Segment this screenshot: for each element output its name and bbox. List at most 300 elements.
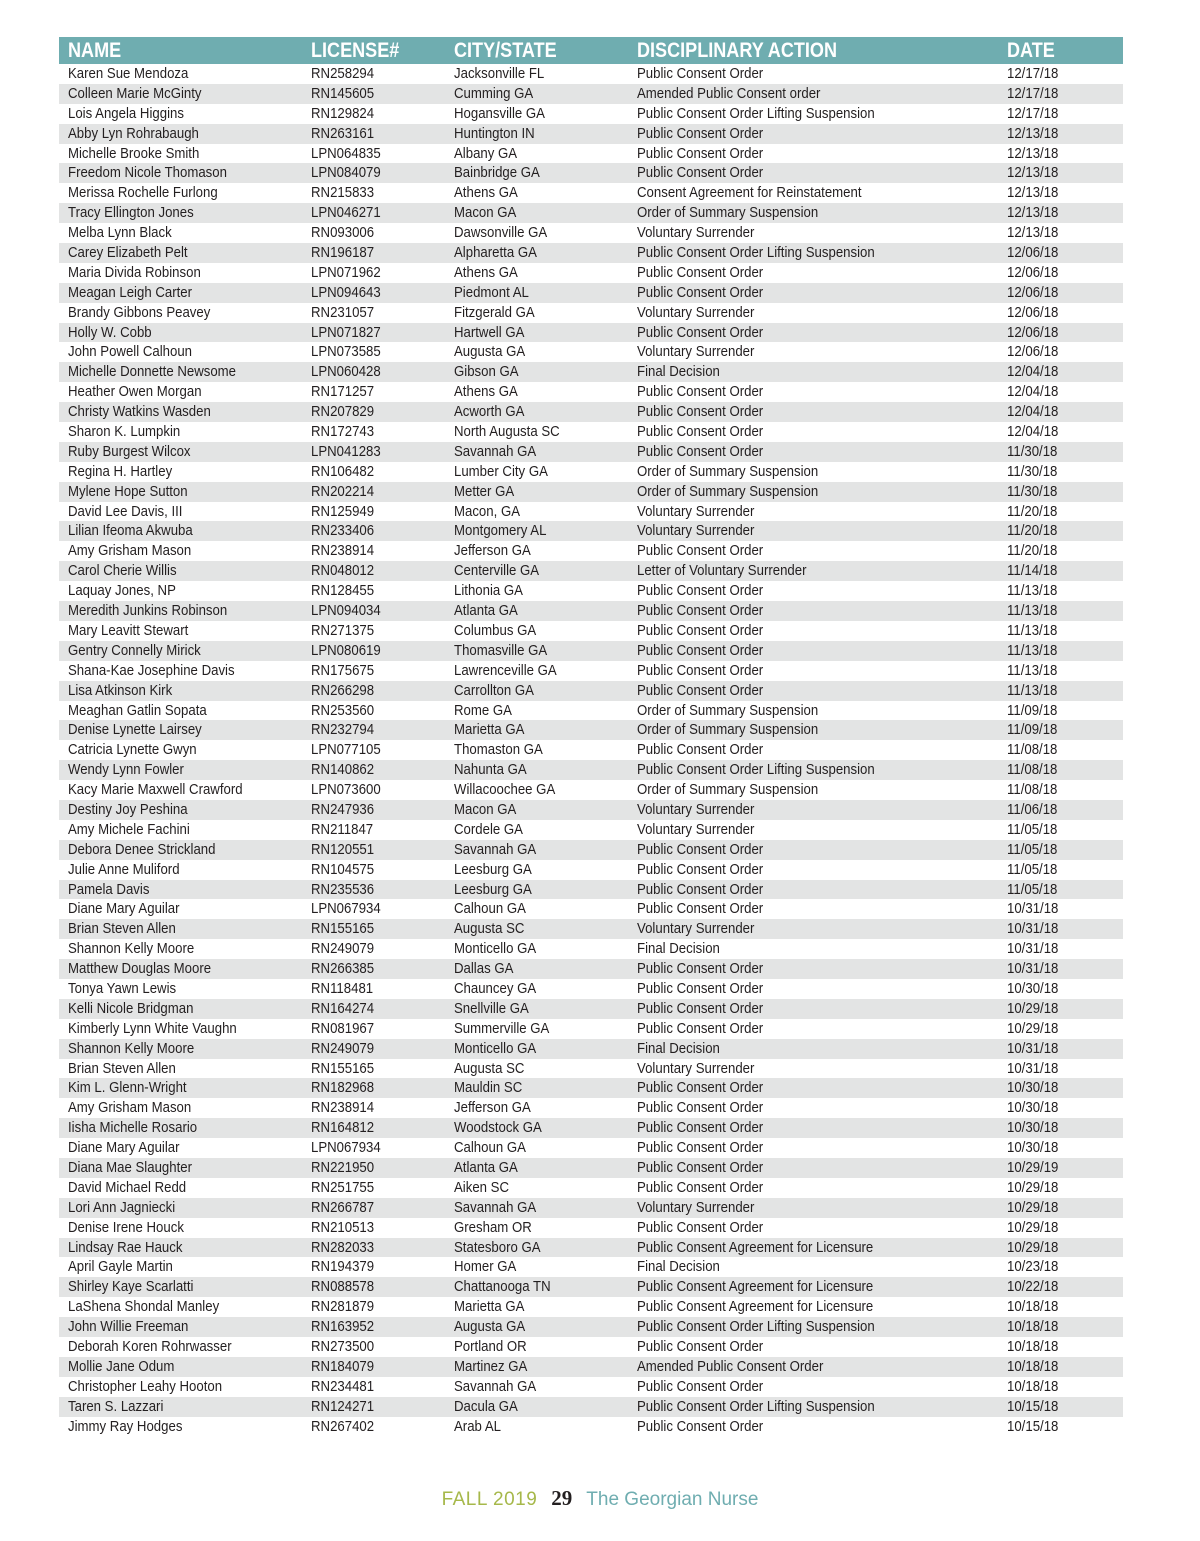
cell-date: 10/31/18 [1007,1039,1059,1057]
cell-license: LPN077105 [311,741,381,759]
cell-date: 12/04/18 [1007,423,1059,441]
cell-disciplinary-action: Order of Summary Suspension [637,462,819,480]
cell-name: Shannon Kelly Moore [68,1039,195,1057]
cell-license: RN106482 [311,462,375,480]
cell-name: John Powell Calhoun [68,343,193,361]
cell-city-state: Atlanta GA [454,1158,518,1176]
cell-disciplinary-action: Letter of Voluntary Surrender [637,562,807,580]
cell-name: Amy Grisham Mason [68,542,192,560]
cell-city-state: Carrollton GA [454,681,534,699]
cell-disciplinary-action: Public Consent Order [637,263,764,281]
table-row [59,1297,1123,1317]
table-row [59,1039,1123,1059]
cell-date: 10/31/18 [1007,920,1059,938]
cell-date: 12/06/18 [1007,323,1059,341]
cell-name: Taren S. Lazzari [68,1397,164,1415]
cell-disciplinary-action: Public Consent Order [637,840,764,858]
cell-disciplinary-action: Public Consent Order [637,602,764,620]
cell-date: 11/20/18 [1007,542,1058,560]
cell-name: Lilian Ifeoma Akwuba [68,522,193,540]
table-row [59,223,1123,243]
disciplinary-actions-table [59,37,1123,1436]
cell-disciplinary-action: Final Decision [637,1258,720,1276]
table-row [59,1377,1123,1397]
cell-city-state: Jefferson GA [454,542,531,560]
cell-name: Carey Elizabeth Pelt [68,244,188,262]
cell-date: 11/05/18 [1007,820,1058,838]
cell-disciplinary-action: Public Consent Order [637,641,764,659]
cell-city-state: Chauncey GA [454,979,537,997]
cell-date: 12/13/18 [1007,144,1059,162]
table-row [59,442,1123,462]
table-row [59,860,1123,880]
cell-license: RN267402 [311,1417,375,1435]
cell-license: LPN041283 [311,442,381,460]
cell-disciplinary-action: Public Consent Order [637,880,764,898]
cell-name: Colleen Marie McGinty [68,84,202,102]
cell-name: Debora Denee Strickland [68,840,216,858]
table-row [59,780,1123,800]
cell-disciplinary-action: Final Decision [637,940,720,958]
column-header-name: NAME [68,39,122,62]
cell-city-state: Calhoun GA [454,1139,526,1157]
table-row [59,303,1123,323]
cell-date: 11/09/18 [1007,701,1058,719]
cell-disciplinary-action: Public Consent Order Lifting Suspension [637,761,875,779]
cell-disciplinary-action: Public Consent Order Lifting Suspension [637,1318,875,1336]
cell-name: Meagan Leigh Carter [68,283,193,301]
cell-date: 10/29/18 [1007,1218,1059,1236]
cell-disciplinary-action: Public Consent Agreement for Licensure [637,1278,874,1296]
cell-disciplinary-action: Order of Summary Suspension [637,701,819,719]
cell-name: Shannon Kelly Moore [68,940,195,958]
cell-license: RN238914 [311,1099,375,1117]
cell-date: 12/17/18 [1007,84,1059,102]
cell-disciplinary-action: Public Consent Order [637,283,764,301]
cell-disciplinary-action: Voluntary Surrender [637,1059,755,1077]
cell-city-state: Alpharetta GA [454,244,537,262]
cell-name: Mary Leavitt Stewart [68,621,189,639]
cell-license: LPN073585 [311,343,381,361]
cell-city-state: Savannah GA [454,840,537,858]
cell-license: RN233406 [311,522,375,540]
cell-license: RN266298 [311,681,375,699]
cell-disciplinary-action: Public Consent Order [637,124,764,142]
cell-date: 10/31/18 [1007,960,1059,978]
table-row [59,163,1123,183]
cell-disciplinary-action: Public Consent Order [637,1417,764,1435]
cell-date: 10/30/18 [1007,1119,1059,1137]
table-row [59,641,1123,661]
cell-date: 12/13/18 [1007,184,1059,202]
cell-date: 12/04/18 [1007,403,1059,421]
cell-license: RN048012 [311,562,375,580]
table-row [59,1317,1123,1337]
cell-name: Christy Watkins Wasden [68,403,211,421]
cell-city-state: Snellville GA [454,999,529,1017]
cell-city-state: Acworth GA [454,403,525,421]
cell-license: RN196187 [311,244,375,262]
table-row [59,502,1123,522]
cell-city-state: Lawrenceville GA [454,661,557,679]
table-row [59,124,1123,144]
cell-disciplinary-action: Public Consent Agreement for Licensure [637,1238,874,1256]
cell-license: RN140862 [311,761,375,779]
cell-license: RN266385 [311,960,375,978]
cell-date: 11/05/18 [1007,840,1058,858]
cell-city-state: Dawsonville GA [454,224,548,242]
table-row [59,601,1123,621]
cell-city-state: Metter GA [454,482,515,500]
cell-license: RN093006 [311,224,375,242]
cell-name: Maria Divida Robinson [68,263,201,281]
cell-name: Karen Sue Mendoza [68,65,189,82]
cell-city-state: Nahunta GA [454,761,527,779]
cell-date: 12/13/18 [1007,164,1059,182]
table-row [59,1337,1123,1357]
cell-license: LPN067934 [311,900,381,918]
table-header [59,37,1123,64]
cell-city-state: Chattanooga TN [454,1278,551,1296]
cell-city-state: Savannah GA [454,1377,537,1395]
cell-name: David Michael Redd [68,1178,187,1196]
cell-date: 12/06/18 [1007,283,1059,301]
cell-name: Abby Lyn Rohrabaugh [68,124,199,142]
cell-name: Mollie Jane Odum [68,1357,175,1375]
cell-date: 10/18/18 [1007,1338,1059,1355]
cell-date: 10/30/18 [1007,1099,1059,1117]
cell-license: LPN084079 [311,164,381,182]
cell-name: Deborah Koren Rohrwasser [68,1338,232,1355]
cell-city-state: Dacula GA [454,1397,518,1415]
cell-disciplinary-action: Public Consent Order [637,1019,764,1037]
cell-city-state: Marietta GA [454,721,525,739]
cell-license: RN118481 [311,979,374,997]
cell-license: RN088578 [311,1278,375,1296]
cell-license: RN172743 [311,423,375,441]
cell-city-state: Cumming GA [454,84,534,102]
table-row [59,203,1123,223]
cell-disciplinary-action: Voluntary Surrender [637,920,755,938]
cell-license: RN155165 [311,1059,375,1077]
cell-name: Regina H. Hartley [68,462,173,480]
table-row [59,760,1123,780]
cell-city-state: Leesburg GA [454,880,532,898]
cell-city-state: Columbus GA [454,621,537,639]
cell-date: 11/13/18 [1007,661,1058,679]
cell-date: 10/31/18 [1007,1059,1059,1077]
cell-date: 10/23/18 [1007,1258,1059,1276]
cell-city-state: Albany GA [454,144,518,162]
table-row [59,84,1123,104]
cell-city-state: Rome GA [454,701,512,719]
cell-date: 12/04/18 [1007,363,1059,381]
cell-license: RN234481 [311,1377,375,1395]
cell-name: Merissa Rochelle Furlong [68,184,218,202]
table-row [59,581,1123,601]
cell-city-state: Willacoochee GA [454,781,556,799]
cell-disciplinary-action: Public Consent Order [637,661,764,679]
cell-disciplinary-action: Voluntary Surrender [637,800,755,818]
cell-name: Diana Mae Slaughter [68,1158,193,1176]
cell-license: RN235536 [311,880,375,898]
table-row [59,800,1123,820]
cell-date: 11/30/18 [1007,442,1058,460]
cell-license: RN251755 [311,1178,375,1196]
table-row [59,422,1123,442]
cell-license: LPN064835 [311,144,381,162]
cell-disciplinary-action: Public Consent Order [637,1079,764,1097]
cell-date: 12/13/18 [1007,224,1059,242]
column-header-license: LICENSE# [311,39,400,62]
table-row [59,1098,1123,1118]
cell-city-state: Lithonia GA [454,582,523,600]
cell-name: Sharon K. Lumpkin [68,423,181,441]
cell-city-state: Leesburg GA [454,860,532,878]
cell-disciplinary-action: Public Consent Order [637,65,764,82]
cell-name: Shirley Kaye Scarlatti [68,1278,194,1296]
cell-date: 10/30/18 [1007,979,1059,997]
cell-city-state: Arab AL [454,1417,501,1435]
cell-disciplinary-action: Final Decision [637,1039,720,1057]
cell-disciplinary-action: Public Consent Order Lifting Suspension [637,1397,875,1415]
cell-date: 11/13/18 [1007,602,1058,620]
table-row [59,144,1123,164]
cell-disciplinary-action: Public Consent Order [637,383,764,401]
cell-license: RN253560 [311,701,375,719]
cell-disciplinary-action: Public Consent Order [637,621,764,639]
table-row [59,1059,1123,1079]
cell-license: RN273500 [311,1338,375,1355]
cell-name: Carol Cherie Willis [68,562,177,580]
cell-date: 11/09/18 [1007,721,1058,739]
cell-disciplinary-action: Public Consent Order [637,979,764,997]
cell-disciplinary-action: Voluntary Surrender [637,224,755,242]
table-row [59,323,1123,343]
cell-name: Amy Grisham Mason [68,1099,192,1117]
table-row [59,263,1123,283]
cell-disciplinary-action: Public Consent Order [637,1178,764,1196]
cell-date: 10/30/18 [1007,1079,1059,1097]
cell-name: Denise Lynette Lairsey [68,721,202,739]
cell-city-state: Thomasville GA [454,641,548,659]
cell-city-state: Savannah GA [454,1198,537,1216]
cell-disciplinary-action: Public Consent Order [637,582,764,600]
cell-date: 12/06/18 [1007,263,1059,281]
column-header-date: DATE [1007,39,1055,62]
cell-disciplinary-action: Public Consent Order [637,164,764,182]
cell-name: Michelle Brooke Smith [68,144,200,162]
table-row [59,482,1123,502]
cell-city-state: North Augusta SC [454,423,560,441]
cell-date: 12/17/18 [1007,104,1059,122]
cell-city-state: Summerville GA [454,1019,550,1037]
cell-disciplinary-action: Public Consent Order [637,1218,764,1236]
cell-disciplinary-action: Order of Summary Suspension [637,781,819,799]
cell-name: Catricia Lynette Gwyn [68,741,197,759]
cell-disciplinary-action: Public Consent Order [637,960,764,978]
cell-disciplinary-action: Order of Summary Suspension [637,204,819,222]
cell-disciplinary-action: Public Consent Order [637,323,764,341]
table-row [59,1158,1123,1178]
table-row [59,462,1123,482]
table-row [59,1078,1123,1098]
cell-date: 11/20/18 [1007,522,1058,540]
cell-license: RN145605 [311,84,375,102]
cell-license: RN215833 [311,184,375,202]
table-row [59,1118,1123,1138]
cell-license: RN128455 [311,582,375,600]
cell-date: 12/06/18 [1007,244,1059,262]
table-row [59,1138,1123,1158]
cell-license: RN258294 [311,65,375,82]
cell-city-state: Macon GA [454,800,517,818]
cell-date: 10/29/19 [1007,1158,1059,1176]
cell-date: 11/05/18 [1007,880,1058,898]
cell-license: RN120551 [311,840,375,858]
footer-season: FALL 2019 [441,1489,538,1510]
cell-city-state: Aiken SC [454,1178,510,1196]
table-row [59,959,1123,979]
cell-date: 10/30/18 [1007,1139,1059,1157]
cell-disciplinary-action: Order of Summary Suspension [637,482,819,500]
cell-name: Tonya Yawn Lewis [68,979,177,997]
cell-license: RN182968 [311,1079,375,1097]
table-row [59,720,1123,740]
cell-name: Kacy Marie Maxwell Crawford [68,781,243,799]
cell-disciplinary-action: Public Consent Order [637,1377,764,1395]
cell-name: Shana-Kae Josephine Davis [68,661,235,679]
cell-license: LPN094643 [311,283,381,301]
cell-date: 10/29/18 [1007,1238,1059,1256]
cell-license: RN155165 [311,920,375,938]
cell-date: 10/18/18 [1007,1357,1059,1375]
cell-name: Holly W. Cobb [68,323,152,341]
table-row [59,919,1123,939]
cell-license: RN232794 [311,721,375,739]
cell-city-state: Augusta GA [454,343,526,361]
cell-date: 11/08/18 [1007,741,1058,759]
cell-disciplinary-action: Amended Public Consent order [637,84,821,102]
page-footer [0,1486,1200,1511]
table-row [59,64,1123,84]
cell-name: Meaghan Gatlin Sopata [68,701,207,719]
cell-disciplinary-action: Public Consent Order [637,403,764,421]
cell-license: RN194379 [311,1258,375,1276]
cell-disciplinary-action: Voluntary Surrender [637,303,755,321]
cell-name: Meredith Junkins Robinson [68,602,228,620]
cell-date: 11/30/18 [1007,462,1058,480]
cell-city-state: Jefferson GA [454,1099,531,1117]
cell-date: 10/29/18 [1007,999,1059,1017]
cell-city-state: Huntington IN [454,124,535,142]
table-row [59,661,1123,681]
cell-name: Diane Mary Aguilar [68,1139,180,1157]
cell-license: RN104575 [311,860,375,878]
cell-city-state: Athens GA [454,184,518,202]
cell-city-state: Gresham OR [454,1218,532,1236]
cell-license: RN266787 [311,1198,375,1216]
cell-date: 11/05/18 [1007,860,1058,878]
cell-disciplinary-action: Public Consent Order [637,741,764,759]
cell-disciplinary-action: Final Decision [637,363,720,381]
cell-city-state: Athens GA [454,263,518,281]
cell-date: 11/13/18 [1007,681,1058,699]
cell-disciplinary-action: Public Consent Order [637,1099,764,1117]
cell-license: RN210513 [311,1218,375,1236]
cell-name: Amy Michele Fachini [68,820,190,838]
cell-name: Lisa Atkinson Kirk [68,681,173,699]
table-row [59,701,1123,721]
cell-license: RN247936 [311,800,375,818]
cell-license: RN249079 [311,940,375,958]
cell-city-state: Augusta SC [454,1059,525,1077]
cell-disciplinary-action: Public Consent Agreement for Licensure [637,1298,874,1316]
cell-license: RN164274 [311,999,375,1017]
cell-city-state: Augusta SC [454,920,525,938]
cell-name: Ruby Burgest Wilcox [68,442,191,460]
cell-disciplinary-action: Public Consent Order [637,1158,764,1176]
cell-city-state: Statesboro GA [454,1238,541,1256]
cell-city-state: Mauldin SC [454,1079,523,1097]
cell-date: 10/18/18 [1007,1377,1059,1395]
cell-disciplinary-action: Public Consent Order [637,1338,764,1355]
cell-date: 10/15/18 [1007,1417,1059,1435]
cell-license: RN124271 [311,1397,375,1415]
footer-publication: The Georgian Nurse [586,1489,759,1510]
cell-license: LPN073600 [311,781,381,799]
cell-city-state: Monticello GA [454,940,537,958]
cell-name: Brandy Gibbons Peavey [68,303,211,321]
table-row [59,382,1123,402]
cell-name: Wendy Lynn Fowler [68,761,184,779]
cell-disciplinary-action: Public Consent Order [637,1119,764,1137]
cell-name: Jimmy Ray Hodges [68,1417,183,1435]
cell-city-state: Monticello GA [454,1039,537,1057]
table-row [59,820,1123,840]
cell-city-state: Savannah GA [454,442,537,460]
cell-disciplinary-action: Public Consent Order [637,681,764,699]
table-row [59,1019,1123,1039]
cell-name: John Willie Freeman [68,1318,189,1336]
table-row [59,1198,1123,1218]
cell-license: RN125949 [311,502,375,520]
cell-name: Mylene Hope Sutton [68,482,188,500]
table-row [59,1277,1123,1297]
cell-date: 12/04/18 [1007,383,1059,401]
cell-license: RN184079 [311,1357,375,1375]
cell-license: RN164812 [311,1119,375,1137]
table-row [59,1218,1123,1238]
cell-license: RN221950 [311,1158,375,1176]
cell-city-state: Homer GA [454,1258,517,1276]
cell-name: Brian Steven Allen [68,920,176,938]
table-row [59,283,1123,303]
cell-city-state: Athens GA [454,383,518,401]
cell-city-state: Hartwell GA [454,323,525,341]
column-header-disciplinary-action: DISCIPLINARY ACTION [637,39,838,62]
cell-disciplinary-action: Amended Public Consent Order [637,1357,824,1375]
cell-name: Kim L. Glenn-Wright [68,1079,187,1097]
cell-city-state: Atlanta GA [454,602,518,620]
cell-name: Denise Irene Houck [68,1218,184,1236]
table-row [59,1397,1123,1417]
cell-date: 10/15/18 [1007,1397,1059,1415]
cell-name: Michelle Donnette Newsome [68,363,237,381]
cell-name: Gentry Connelly Mirick [68,641,201,659]
cell-license: RN171257 [311,383,375,401]
cell-disciplinary-action: Public Consent Order [637,1139,764,1157]
